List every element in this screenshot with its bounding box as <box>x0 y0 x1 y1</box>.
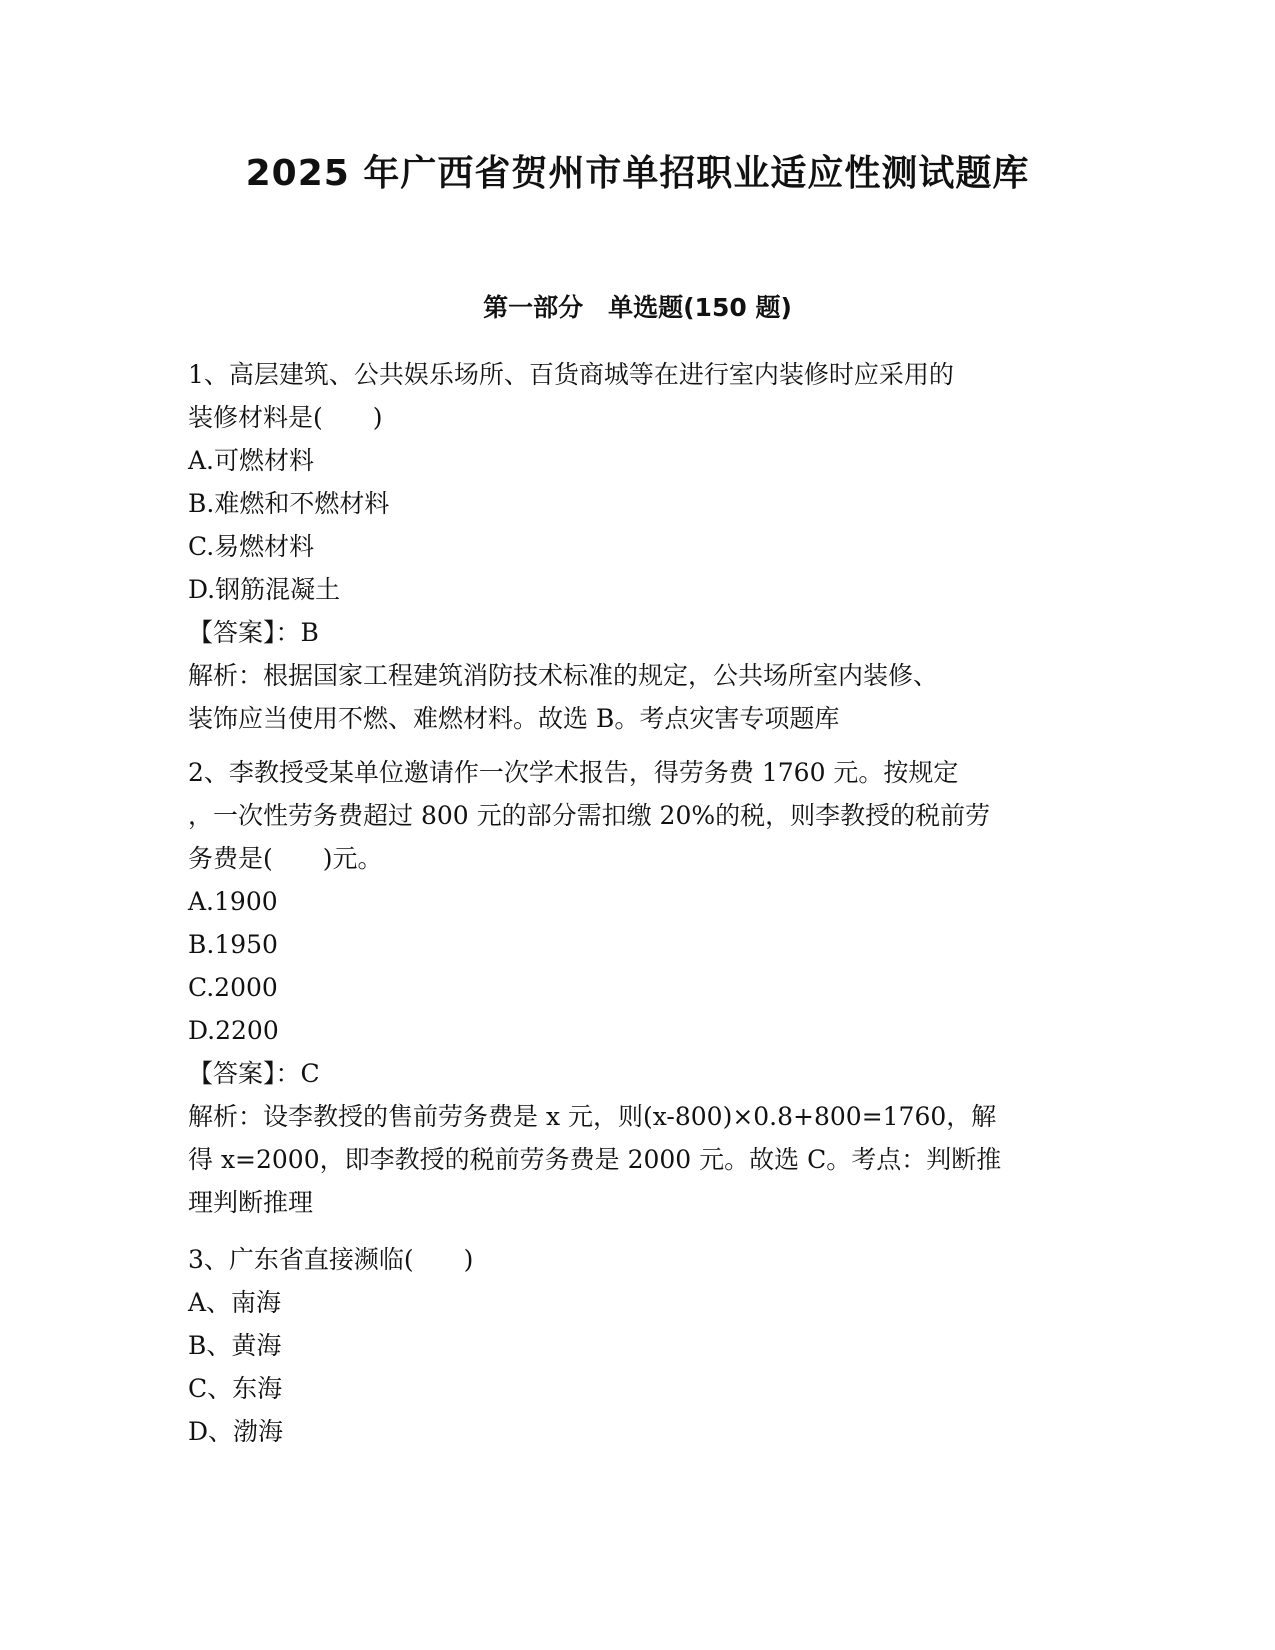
analysis-line: 装饰应当使用不燃、难燃材料。故选 B。考点灾害专项题库 <box>188 704 840 733</box>
option-a: A.1900 <box>188 887 278 916</box>
option-b: B.1950 <box>188 930 278 959</box>
question-stem-line: 装修材料是( ) <box>188 403 383 432</box>
question-stem-line: 2、李教授受某单位邀请作一次学术报告，得劳务费 1760 元。按规定 <box>188 758 959 787</box>
option-c: C.易燃材料 <box>188 532 315 561</box>
option-b: B、黄海 <box>188 1331 282 1360</box>
question-stem-line: 3、广东省直接濒临( ) <box>188 1245 474 1274</box>
question-stem-line: 务费是( )元。 <box>188 844 383 873</box>
document-title: 2025 年广西省贺州市单招职业适应性测试题库 <box>245 153 1030 194</box>
answer-line: 【答案】：B <box>188 618 319 647</box>
analysis-line: 解析：根据国家工程建筑消防技术标准的规定，公共场所室内装修、 <box>188 661 939 690</box>
question-list <box>188 353 1088 1453</box>
option-d: D、渤海 <box>188 1417 284 1446</box>
option-d: D.2200 <box>188 1016 279 1045</box>
question-1 <box>188 353 1088 740</box>
option-b: B.难燃和不燃材料 <box>188 489 390 518</box>
answer-line: 【答案】：C <box>188 1059 320 1088</box>
section-title: 第一部分 单选题(150 题) <box>483 293 792 322</box>
question-3 <box>188 1238 1088 1453</box>
question-2 <box>188 751 1088 1224</box>
option-d: D.钢筋混凝土 <box>188 575 341 604</box>
analysis-line: 解析：设李教授的售前劳务费是 x 元，则(x-800)×0.8+800=1760，解 <box>188 1102 997 1131</box>
option-c: C.2000 <box>188 973 278 1002</box>
analysis-line: 得 x=2000，即李教授的税前劳务费是 2000 元。故选 C。考点：判断推 <box>188 1145 1002 1174</box>
option-a: A.可燃材料 <box>188 446 315 475</box>
analysis-line: 理判断推理 <box>188 1188 314 1217</box>
option-c: C、东海 <box>188 1374 283 1403</box>
option-a: A、南海 <box>188 1288 282 1317</box>
question-stem-line: ，一次性劳务费超过 800 元的部分需扣缴 20%的税，则李教授的税前劳 <box>188 801 991 830</box>
question-stem-line: 1、高层建筑、公共娱乐场所、百货商城等在进行室内装修时应采用的 <box>188 360 954 389</box>
